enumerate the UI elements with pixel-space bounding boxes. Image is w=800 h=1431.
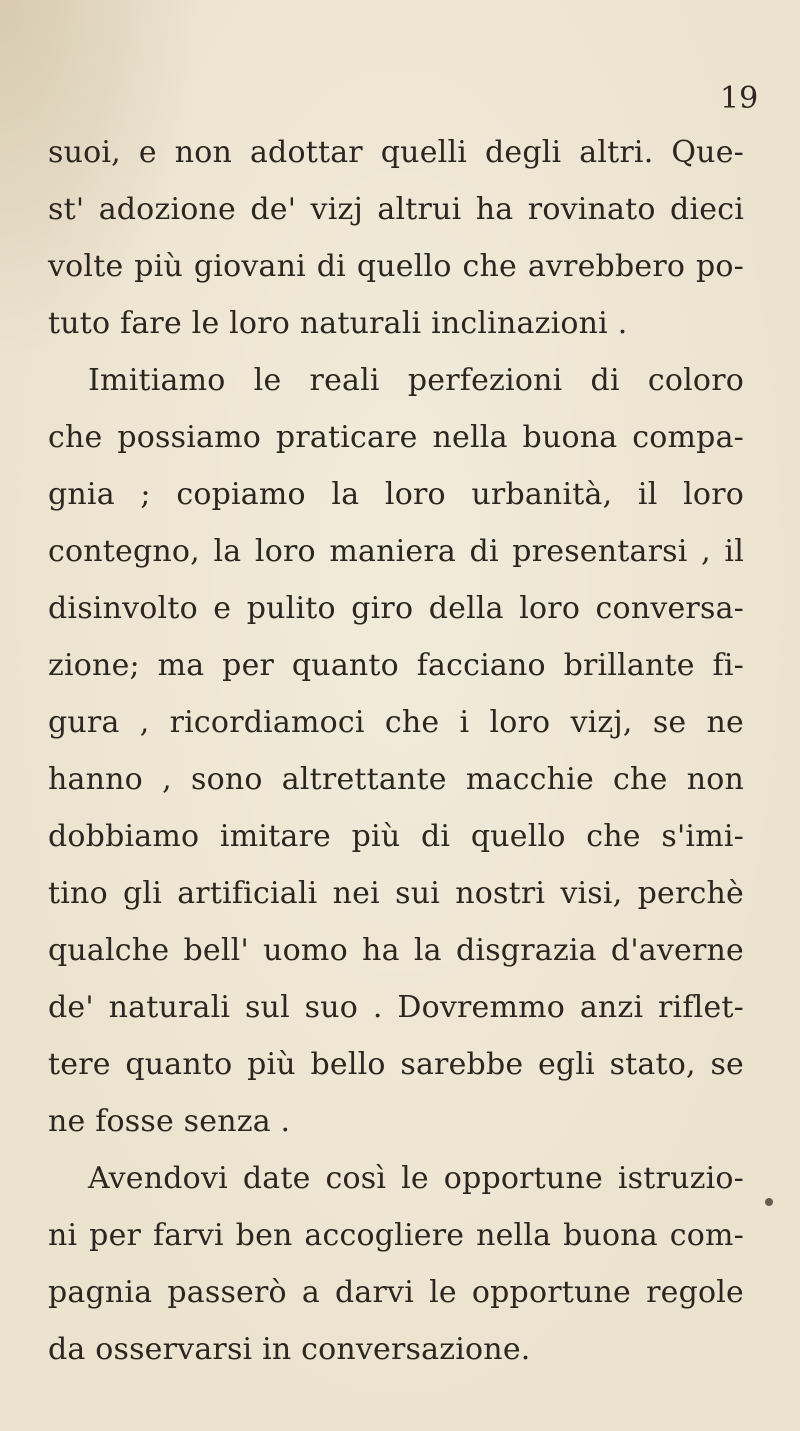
- text-line: pagnia passerò a darvi le opportune regole: [48, 1275, 744, 1310]
- text-line: contegno, la loro maniera di presentarsi , il: [48, 534, 744, 569]
- text-line: qualche bell' uomo ha la disgrazia d'averne: [48, 933, 744, 968]
- body-text: [48, 124, 744, 1378]
- text-line: ni per farvi ben accogliere nella buona com-: [48, 1218, 744, 1253]
- text-line: tuto fare le loro naturali inclinazioni .: [48, 306, 628, 341]
- text-line: hanno , sono altrettante macchie che non: [48, 762, 744, 797]
- text-line: tere quanto più bello sarebbe egli stato, se: [48, 1047, 744, 1082]
- paragraph-start-line: Imitiamo le reali perfezioni di coloro: [88, 363, 744, 398]
- text-line: disinvolto e pulito giro della loro conversa-: [48, 591, 744, 626]
- text-line: tino gli artificiali nei sui nostri visi, perchè: [48, 876, 744, 911]
- text-line: da osservarsi in conversazione.: [48, 1332, 531, 1367]
- text-line: gnia ; copiamo la loro urbanità, il loro: [48, 477, 744, 512]
- text-line: ne fosse senza .: [48, 1104, 291, 1139]
- text-line: suoi, e non adottar quelli degli altri. Que-: [48, 135, 744, 170]
- paragraph-start-line: Avendovi date così le opportune istruzio-: [88, 1161, 744, 1196]
- text-line: volte più giovani di quello che avrebbero po-: [48, 249, 744, 284]
- page-number: 19: [720, 81, 759, 116]
- text-line: dobbiamo imitare più di quello che s'imi-: [48, 819, 744, 854]
- text-line: che possiamo praticare nella buona compa-: [48, 420, 744, 455]
- text-line: zione; ma per quanto facciano brillante fi-: [48, 648, 744, 683]
- text-line: st' adozione de' vizj altrui ha rovinato dieci: [48, 192, 744, 227]
- text-line: de' naturali sul suo . Dovremmo anzi riflet-: [48, 990, 744, 1025]
- ink-spot: [765, 1198, 773, 1206]
- text-line: gura , ricordiamoci che i loro vizj, se ne: [48, 705, 744, 740]
